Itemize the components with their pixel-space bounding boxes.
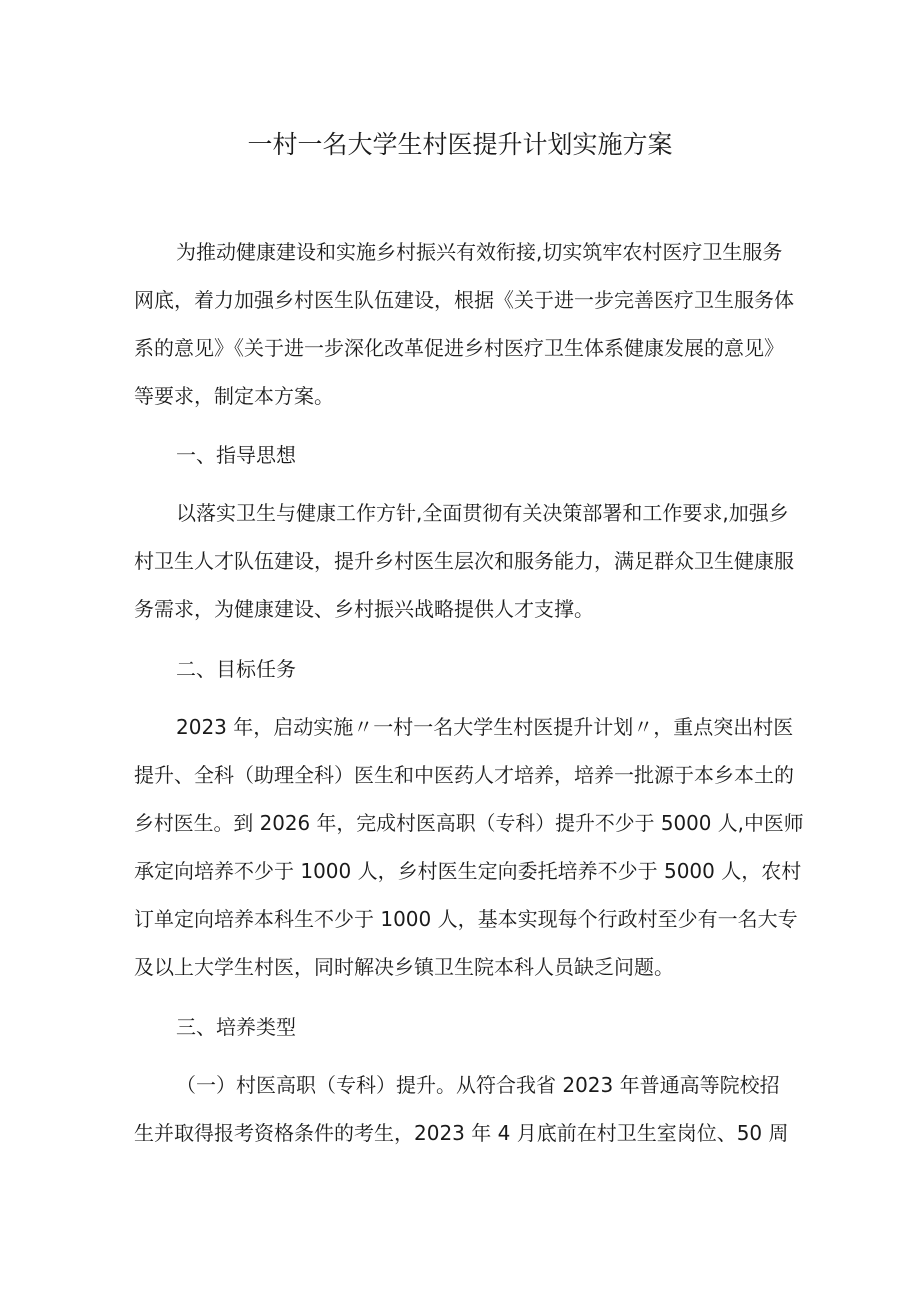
guiding-paragraph-line-3: 务需求，为健康建设、乡村振兴战略提供人才支撑。 — [134, 597, 594, 621]
intro-paragraph-line-4: 等要求，制定本方案。 — [134, 384, 334, 408]
guiding-paragraph-line-1: 以落实卫生与健康工作方针,全面贯彻有关决策部署和工作要求,加强乡 — [176, 501, 789, 525]
goals-paragraph-line-6: 及以上大学生村医，同时解决乡镇卫生院本科人员缺乏问题。 — [134, 955, 674, 979]
goals-paragraph-line-1: 2023 年，启动实施〃一村一名大学生村医提升计划〃，重点突出村医 — [176, 715, 794, 739]
intro-paragraph-line-1: 为推动健康建设和实施乡村振兴有效衔接,切实筑牢农村医疗卫生服务 — [176, 240, 783, 264]
goals-paragraph-line-2: 提升、全科（助理全科）医生和中医药人才培养，培养一批源于本乡本土的 — [134, 763, 794, 787]
training-paragraph-line-2: 生并取得报考资格条件的考生，2023 年 4 月底前在村卫生室岗位、50 周 — [134, 1121, 789, 1145]
goals-paragraph-line-4: 承定向培养不少于 1000 人，乡村医生定向委托培养不少于 5000 人，农村 — [134, 859, 802, 883]
goals-paragraph-line-5: 订单定向培养本科生不少于 1000 人，基本实现每个行政村至少有一名大专 — [134, 907, 798, 931]
section-heading-guiding-thought: 一、指导思想 — [176, 443, 296, 467]
intro-paragraph-line-3: 系的意见》《关于进一步深化改革促进乡村医疗卫生体系健康发展的意见》 — [134, 336, 784, 360]
guiding-paragraph-line-2: 村卫生人才队伍建设，提升乡村医生层次和服务能力，满足群众卫生健康服 — [134, 549, 794, 573]
section-heading-goals: 二、目标任务 — [176, 657, 296, 681]
intro-paragraph-line-2: 网底，着力加强乡村医生队伍建设，根据《关于进一步完善医疗卫生服务体 — [134, 288, 794, 312]
goals-paragraph-line-3: 乡村医生。到 2026 年，完成村医高职（专科）提升不少于 5000 人,中医师 — [134, 811, 804, 835]
training-paragraph-line-1: （一）村医高职（专科）提升。从符合我省 2023 年普通高等院校招 — [176, 1073, 780, 1097]
document-title: 一村一名大学生村医提升计划实施方案 — [247, 130, 673, 159]
section-heading-training-types: 三、培养类型 — [176, 1015, 296, 1039]
